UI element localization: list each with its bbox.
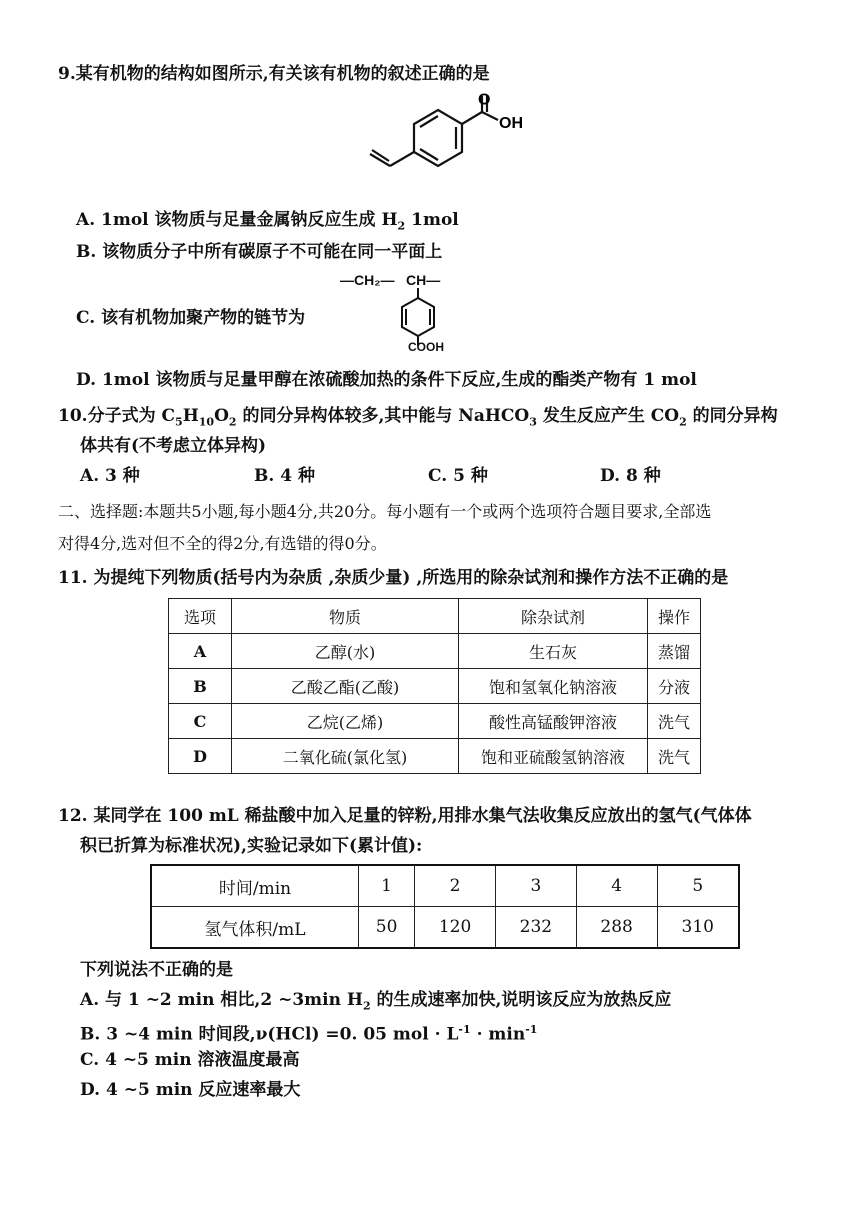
oh-label: OH [499, 115, 523, 132]
ch2-label: —CH₂— [340, 272, 395, 288]
row-reagent: 酸性高锰酸钾溶液 [459, 704, 648, 739]
header-option: 选项 [169, 599, 232, 634]
row-reagent: 饱和亚硫酸氢钠溶液 [459, 739, 648, 774]
table-row [169, 704, 701, 739]
header-reagent: 除杂试剂 [459, 599, 648, 634]
row-operation: 蒸馏 [648, 634, 701, 669]
q11-table [168, 598, 701, 774]
time-cell: 4 [576, 865, 657, 907]
row-option: D [169, 739, 232, 774]
q12-stem-line2: 积已折算为标准状况),实验记录如下(累计值): [80, 836, 423, 856]
polymer-repeat-unit [340, 272, 500, 356]
table-header-row [169, 599, 701, 634]
row-substance: 二氧化硫(氯化氢) [232, 739, 459, 774]
q12-table [150, 864, 740, 949]
row-substance: 乙酸乙酯(乙酸) [232, 669, 459, 704]
benzoic-acid-structure [360, 92, 560, 192]
row-operation: 分液 [648, 669, 701, 704]
q9-option-b: B. 该物质分子中所有碳原子不可能在同一平面上 [76, 242, 443, 262]
row-option: B [169, 669, 232, 704]
section2-line2: 对得4分,选对但不全的得2分,有选错的得0分。 [58, 534, 387, 553]
row-reagent: 生石灰 [459, 634, 648, 669]
q10-stem-line1: 10.分子式为 $C_5H_{10}O_2$ 的同分异构体较多,其中能与 NaHCO$_3$ 发生反应产生 $CO_2$ 的同分异构 [58, 406, 778, 429]
header-operation: 操作 [648, 599, 701, 634]
cooh-label: COOH [408, 340, 444, 354]
q9-option-a: A. 1mol 该物质与足量金属钠反应生成 $H_2$ 1mol [76, 210, 459, 233]
time-cell: 5 [657, 865, 739, 907]
time-label: 时间/min [151, 865, 359, 907]
row-operation: 洗气 [648, 704, 701, 739]
table-row [169, 634, 701, 669]
q10-option-a: A. 3 种 [80, 466, 140, 486]
q9-option-c: C. 该有机物加聚产物的链节为 [76, 308, 306, 328]
time-cell: 3 [495, 865, 576, 907]
volume-cell: 120 [415, 907, 496, 949]
volume-cell: 310 [657, 907, 739, 949]
volume-cell: 288 [576, 907, 657, 949]
volume-cell: 50 [359, 907, 415, 949]
q12-stem-line1: 12. 某同学在 100 mL 稀盐酸中加入足量的锌粉,用排水集气法收集反应放出的氢气(气体体 [58, 806, 752, 826]
header-substance: 物质 [232, 599, 459, 634]
q10-option-d: D. 8 种 [600, 466, 661, 486]
time-cell: 1 [359, 865, 415, 907]
row-reagent: 饱和氢氧化钠溶液 [459, 669, 648, 704]
q10-stem-line2: 体共有(不考虑立体异构) [80, 436, 267, 456]
q12-prompt: 下列说法不正确的是 [80, 960, 233, 980]
q11-stem: 11. 为提纯下列物质(括号内为杂质 ,杂质少量) ,所选用的除杂试剂和操作方法不正确的是 [58, 568, 729, 588]
table-row [151, 865, 739, 907]
table-row [151, 907, 739, 949]
time-cell: 2 [415, 865, 496, 907]
volume-label: 氢气体积/mL [151, 907, 359, 949]
row-substance: 乙醇(水) [232, 634, 459, 669]
q9-option-d: D. 1mol 该物质与足量甲醇在浓硫酸加热的条件下反应,生成的酯类产物有 1 mol [76, 370, 697, 390]
q12-option-a: A. 与 1 ~2 min 相比,2 ~3min $H_2$ 的生成速率加快,说明该反应为放热反应 [80, 990, 672, 1013]
table-row [169, 739, 701, 774]
row-substance: 乙烷(乙烯) [232, 704, 459, 739]
q10-option-c: C. 5 种 [428, 466, 488, 486]
volume-cell: 232 [495, 907, 576, 949]
section2-line1: 二、选择题:本题共5小题,每小题4分,共20分。每小题有一个或两个选项符合题目要求,全部选 [58, 502, 712, 521]
q12-option-b: B. 3 ~4 min 时间段,ν(HCl) =0. 05 mol · $L^{-1} \cdot \min^{-1}$ [80, 1023, 538, 1045]
o-label: O [478, 92, 491, 109]
row-option: C [169, 704, 232, 739]
q12-option-c: C. 4 ~5 min 溶液温度最高 [80, 1050, 300, 1070]
row-option: A [169, 634, 232, 669]
row-operation: 洗气 [648, 739, 701, 774]
q9-stem: 9.某有机物的结构如图所示,有关该有机物的叙述正确的是 [58, 64, 490, 84]
q10-option-b: B. 4 种 [254, 466, 315, 486]
q12-option-d: D. 4 ~5 min 反应速率最大 [80, 1080, 301, 1100]
table-row [169, 669, 701, 704]
ch-label: CH— [406, 272, 441, 288]
